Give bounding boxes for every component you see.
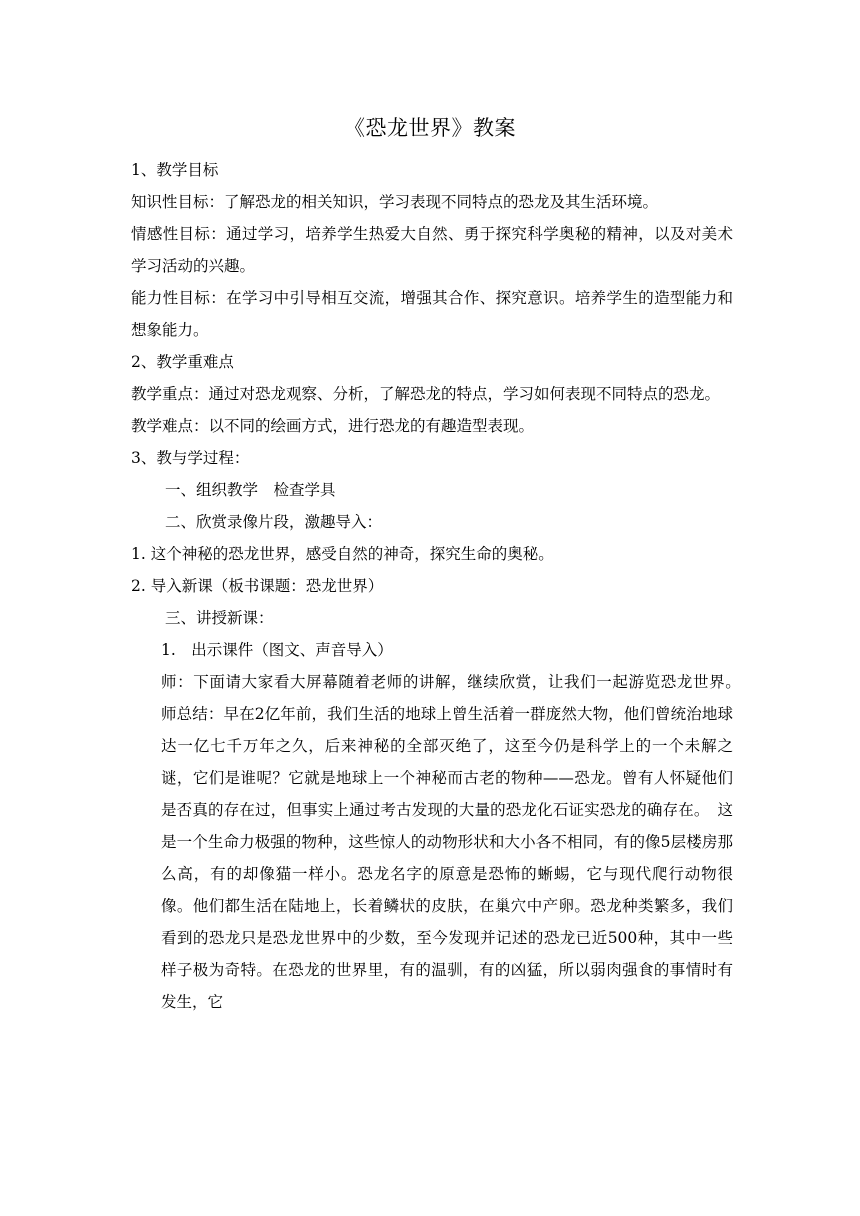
ability-goal-paragraph: 能力性目标：在学习中引导相互交流，增强其合作、探究意识。培养学生的造型能力和想象能力。 [131,289,733,339]
emotional-goal-paragraph: 情感性目标：通过学习，培养学生热爱大自然、勇于探究科学奥秘的精神，以及对美术学习活动的兴趣。 [131,225,733,275]
teaching-focus-paragraph: 教学重点：通过对恐龙观察、分析，了解恐龙的特点，学习如何表现不同特点的恐龙。 [131,385,721,403]
document-body [131,154,749,1018]
process-step-lecture: 三、讲授新课： [165,609,274,627]
teaching-difficulty-paragraph: 教学难点：以不同的绘画方式，进行恐龙的有趣造型表现。 [131,417,535,435]
process-step-organize: 一、组织教学 检查学具 [165,481,336,499]
list-item-2: 2. 导入新课（板书课题：恐龙世界） [131,577,384,595]
teacher-narration-paragraph: 师：下面请大家看大屏幕随着老师的讲解，继续欣赏，让我们一起游览恐龙世界。 师总结：早在2亿年前，我们生活的地球上曾生活着一群庞然大物，他们曾统治地球达一亿七千万年之久，后来神秘的全部灭绝了，这至今仍是科学上的一个未解之谜，它们是谁呢？它就是地球上一个神秘而古老的物种——恐龙。曾有人怀疑他们是否真的存在过，但事实上通过考古发现的大量的恐龙化石证实恐龙的确存在。 这是一个生命力极强的物种，这些惊人的动物形状和大小各不相同，有的像5层楼房那么高，有的却像猫一样小。恐龙名字的原意是恐怖的蜥蜴，它与现代爬行动物很像。他们都生活在陆地上，长着鳞状的皮肤，在巢穴中产卵。恐龙种类繁多，我们看到的恐龙只是恐龙世界中的少数，至今发现并记述的恐龙已近500种，其中一些样子极为奇特。在恐龙的世界里，有的温驯，有的凶猛，所以弱肉强食的事情时有发生，它 [161,673,749,1011]
section-heading-process: 3、教与学过程： [131,449,250,467]
list-item-1: 1. 这个神秘的恐龙世界，感受自然的神奇，探究生命的奥秘。 [131,545,554,563]
process-step-video: 二、欣赏录像片段，激趣导入： [165,513,383,531]
section-heading-teaching-goals: 1、教学目标 [131,161,219,179]
document-title: 《恐龙世界》教案 [344,116,516,140]
knowledge-goal-paragraph: 知识性目标：了解恐龙的相关知识，学习表现不同特点的恐龙及其生活环境。 [131,193,659,211]
section-heading-key-difficulties: 2、教学重难点 [131,353,234,371]
sub-step-courseware: 1. 出示课件（图文、声音导入） [161,641,393,659]
